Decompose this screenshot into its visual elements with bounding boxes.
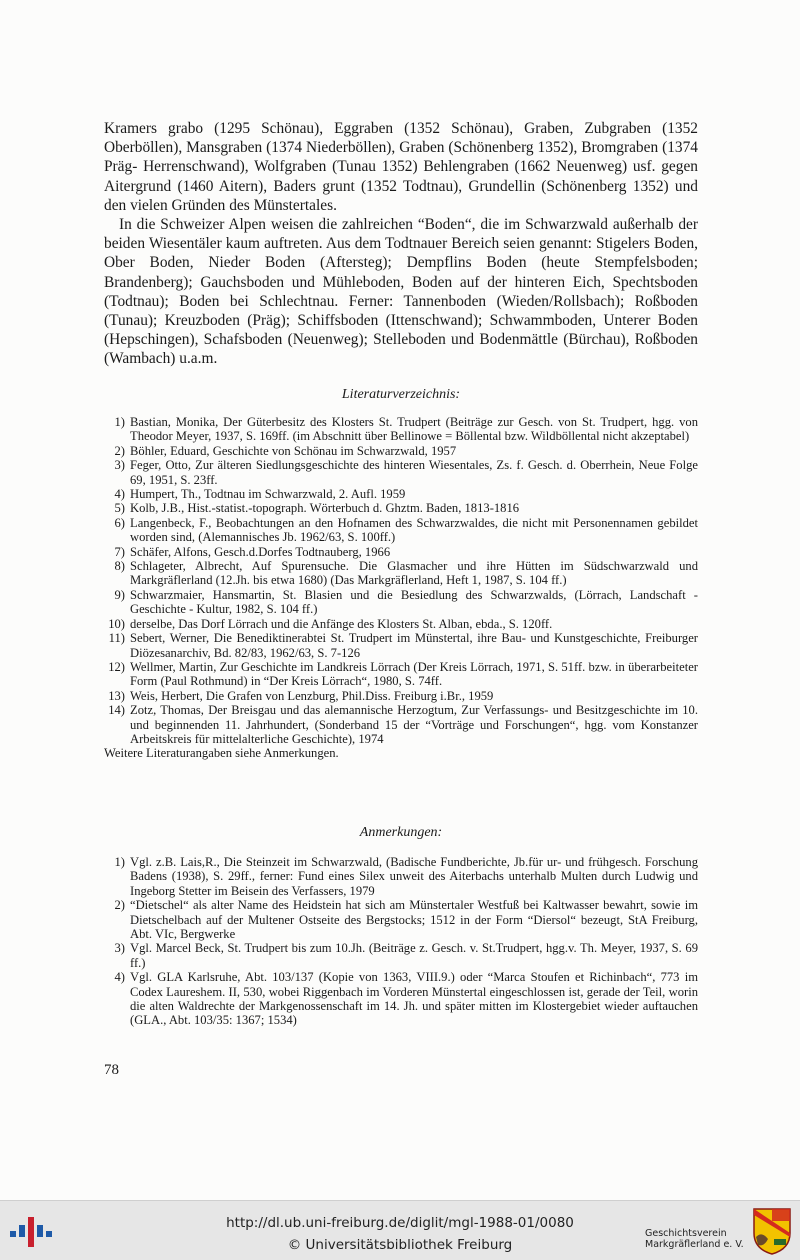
literature-item-number: 14) bbox=[108, 703, 125, 718]
notes-item-number: 3) bbox=[114, 941, 125, 956]
literature-item bbox=[104, 458, 698, 487]
literature-item-text: derselbe, Das Dorf Lörrach und die Anfänge des Klosters St. Alban, ebda., S. 120ff. bbox=[130, 616, 553, 631]
literature-item-number: 3) bbox=[114, 458, 125, 473]
literature-item-text: Kolb, J.B., Hist.-statist.-topograph. Wörterbuch d. Ghztm. Baden, 1813-1816 bbox=[130, 501, 520, 516]
literature-item-text: Bastian, Monika, Der Güterbesitz des Klosters St. Trudpert (Beiträge zur Gesch. von St. Trudpert, hgg. von Theodor Meyer, 1937, S. 169ff. (im Abschnitt über Bellinowe = Böllental bzw. Wildböllental nicht akzeptabel) bbox=[130, 415, 698, 444]
ub-freiburg-logo-icon bbox=[10, 1211, 52, 1251]
literature-list bbox=[104, 415, 698, 761]
literature-item-number: 2) bbox=[114, 443, 125, 458]
notes-item-text: “Dietschel“ als alter Name des Heidstein hat sich am Münstertaler Westfuß bei Kaltwasser bewahrt, sowie im Dietschelbach auf der Multener Ostseite des Bergstocks; 1512 in der Form “Diersol“ bezeugt, StA Freiburg, Abt. VIc, Bergwerke bbox=[130, 898, 698, 942]
notes-item-text: Vgl. Marcel Beck, St. Trudpert bis zum 10.Jh. (Beiträge z. Gesch. v. St.Trudpert, hgg.v. Th. Meyer, 1937, S. 69 ff.) bbox=[130, 941, 698, 970]
literature-item-text: Schwarzmaier, Hansmartin, St. Blasien und die Besiedlung des Schwarzwalds, (Lörrach, Landschaft - Geschichte - Kultur, 1982, S. 104 ff.) bbox=[130, 587, 698, 617]
literature-item-text: Weis, Herbert, Die Grafen von Lenzburg, Phil.Diss. Freiburg i.Br., 1959 bbox=[130, 688, 494, 703]
literature-item-number: 12) bbox=[108, 659, 125, 674]
notes-item-number: 4) bbox=[114, 970, 125, 985]
literature-item-number: 4) bbox=[114, 487, 125, 502]
literature-item-number: 7) bbox=[114, 544, 125, 559]
notes-item bbox=[104, 970, 698, 1028]
paragraph-1: Kramers grabo (1295 Schönau), Eggraben (1352 Schönau), Graben, Zubgraben (1352 Oberböllen), Mansgraben (1374 Niederböllen), Graben (Schönenberg 1352), Bromgraben (1374 Präg- Herrenschwand), Wolfgraben (Tunau 1352) Behlengraben (1662 Neuenweg) usf. gegen Aitergrund (1460 Aitern), Baders grunt (1352 Todtnau), Grundellin (Schönenberg 1352) und den vielen Gründen des Münstertales. bbox=[104, 120, 698, 214]
literature-item bbox=[104, 559, 698, 588]
footer-copyright: © Universitätsbibliothek Freiburg bbox=[287, 1237, 513, 1253]
literature-item bbox=[104, 588, 698, 617]
literature-item-text: Humpert, Th., Todtnau im Schwarzwald, 2. Aufl. 1959 bbox=[130, 487, 406, 502]
literature-item-text: Böhler, Eduard, Geschichte von Schönau im Schwarzwald, 1957 bbox=[130, 443, 457, 458]
literature-item bbox=[104, 415, 698, 444]
notes-item-text: Vgl. GLA Karlsruhe, Abt. 103/137 (Kopie von 1363, VIII.9.) oder “Marca Stoufen et Richinbach“, 773 im Codex Laureshem. II, 530, wobei Riggenbach im Vorderen Münstertal eingeschlossen ist, gerade der Teil, worin die alten Waldrechte der Markgenossenschaft im 14. Jh. und später mitten im Klostergebiet wieder auftauchen (GLA., Abt. 103/35: 1367; 1534) bbox=[130, 970, 698, 1028]
literature-heading: Literaturverzeichnis: bbox=[341, 387, 461, 402]
literature-item-number: 5) bbox=[114, 501, 125, 516]
literature-item-text: Schäfer, Alfons, Gesch.d.Dorfes Todtnauberg, 1966 bbox=[130, 544, 391, 559]
literature-item bbox=[104, 516, 698, 545]
literature-item bbox=[104, 501, 698, 515]
notes-item-number: 2) bbox=[114, 898, 125, 913]
footer-url-link[interactable]: http://dl.ub.uni-freiburg.de/diglit/mgl-1988-01/0080 bbox=[226, 1215, 574, 1231]
literature-item bbox=[104, 545, 698, 559]
org-line-2: Markgräflerland e. V. bbox=[645, 1239, 744, 1250]
literature-item bbox=[104, 617, 698, 631]
literature-item bbox=[104, 689, 698, 703]
literature-item-text: Feger, Otto, Zur älteren Siedlungsgeschichte des hinteren Wiesentales, Zs. f. Gesch. d. Oberrhein, Neue Folge 69, 1951, S. 23ff. bbox=[130, 458, 698, 487]
literature-item-number: 8) bbox=[114, 559, 125, 574]
body-text bbox=[104, 119, 698, 369]
notes-item-number: 1) bbox=[114, 855, 125, 869]
literature-item-number: 10) bbox=[108, 616, 125, 631]
coat-of-arms-icon bbox=[752, 1207, 792, 1255]
literature-item-text: Langenbeck, F., Beobachtungen an den Hofnamen des Schwarzwaldes, die nicht mit Personennamen gebildet worden sind, (Alemannisches Jb. 1962/63, S. 100ff.) bbox=[130, 515, 698, 545]
literature-item-text: Wellmer, Martin, Zur Geschichte im Landkreis Lörrach (Der Kreis Lörrach, 1971, S. 51ff. bzw. in überarbeiteter Form (Paul Rothmund) in “Der Kreis Lörrach“, 1980, S. 74ff. bbox=[130, 659, 698, 689]
literature-note: Weitere Literaturangaben siehe Anmerkungen. bbox=[104, 746, 339, 761]
literature-item-text: Sebert, Werner, Die Benediktinerabtei St. Trudpert im Münstertal, ihre Bau- und Kunstgeschichte, Freiburger Diözesanarchiv, Bd. 82/83, 1962/63, S. 7-126 bbox=[130, 631, 698, 660]
literature-item-number: 11) bbox=[108, 631, 125, 646]
notes-item bbox=[104, 898, 698, 941]
page-number: 78 bbox=[104, 1062, 119, 1078]
literature-item bbox=[104, 703, 698, 746]
literature-item bbox=[104, 631, 698, 660]
footer-bar bbox=[0, 1200, 800, 1260]
literature-item bbox=[104, 487, 698, 501]
org-line-1: Geschichtsverein bbox=[645, 1228, 727, 1239]
footer-organization bbox=[645, 1228, 750, 1250]
paragraph-2: In die Schweizer Alpen weisen die zahlreichen “Boden“, die im Schwarzwald außerhalb der beiden Wiesentäler kaum auftreten. Aus dem Todtnauer Bereich seien genannt: Stigelers Boden, Ober Boden, Nieder Boden (Aftersteg); Dempflins Boden (heute Stempfelsboden; Brandenberg); Gauchsboden und Mühleboden, Boden auf der hinteren Eich, Spechtsboden (Todtnau); Boden bei Schlechtnau. Ferner: Tannenboden (Wieden/Rollsbach); Roßboden (Tunau); Kreuzboden (Präg); Schiffsboden (Ittenschwand); Schwammboden, Unterer Boden (Hepschingen), Schafsboden (Neuenweg); Stelleboden und Bodenmättle (Bürchau), Roßboden (Wambach) u.a.m. bbox=[104, 216, 698, 368]
literature-item bbox=[104, 444, 698, 458]
notes-list bbox=[104, 855, 698, 1028]
literature-item-number: 6) bbox=[114, 515, 125, 530]
literature-item-text: Zotz, Thomas, Der Breisgau und das alemannische Herzogtum, Zur Verfassungs- und Besitzgeschichte im 10. und beginnenden 11. Jahrhundert, (Sonderband 15 der “Vorträge und Forschungen“, hgg. vom Konstanzer Arbeitskreis für mittelalterliche Geschichte), 1974 bbox=[130, 703, 698, 746]
notes-heading: Anmerkungen: bbox=[359, 825, 443, 840]
literature-item bbox=[104, 660, 698, 689]
notes-item bbox=[104, 855, 698, 898]
literature-item-number: 1) bbox=[114, 415, 125, 429]
notes-item bbox=[104, 941, 698, 970]
literature-item-text: Schlageter, Albrecht, Auf Spurensuche. Die Glasmacher und ihre Hütten im Südschwarzwald und Markgräflerland (12.Jh. bis etwa 1680) (Das Markgräflerland, Heft 1, 1987, S. 104 ff.) bbox=[130, 559, 698, 588]
literature-item-number: 9) bbox=[114, 587, 125, 602]
literature-item-number: 13) bbox=[108, 688, 125, 703]
notes-item-text: Vgl. z.B. Lais,R., Die Steinzeit im Schwarzwald, (Badische Fundberichte, Jb.für ur- und frühgesch. Forschung Badens (1938), S. 29ff., ferner: Fund eines Silex unweit des Aiterbachs unterhalb Multen durch Ludwig und Ingeborg Stetter im Beisein des Verfassers, 1979 bbox=[130, 855, 698, 898]
